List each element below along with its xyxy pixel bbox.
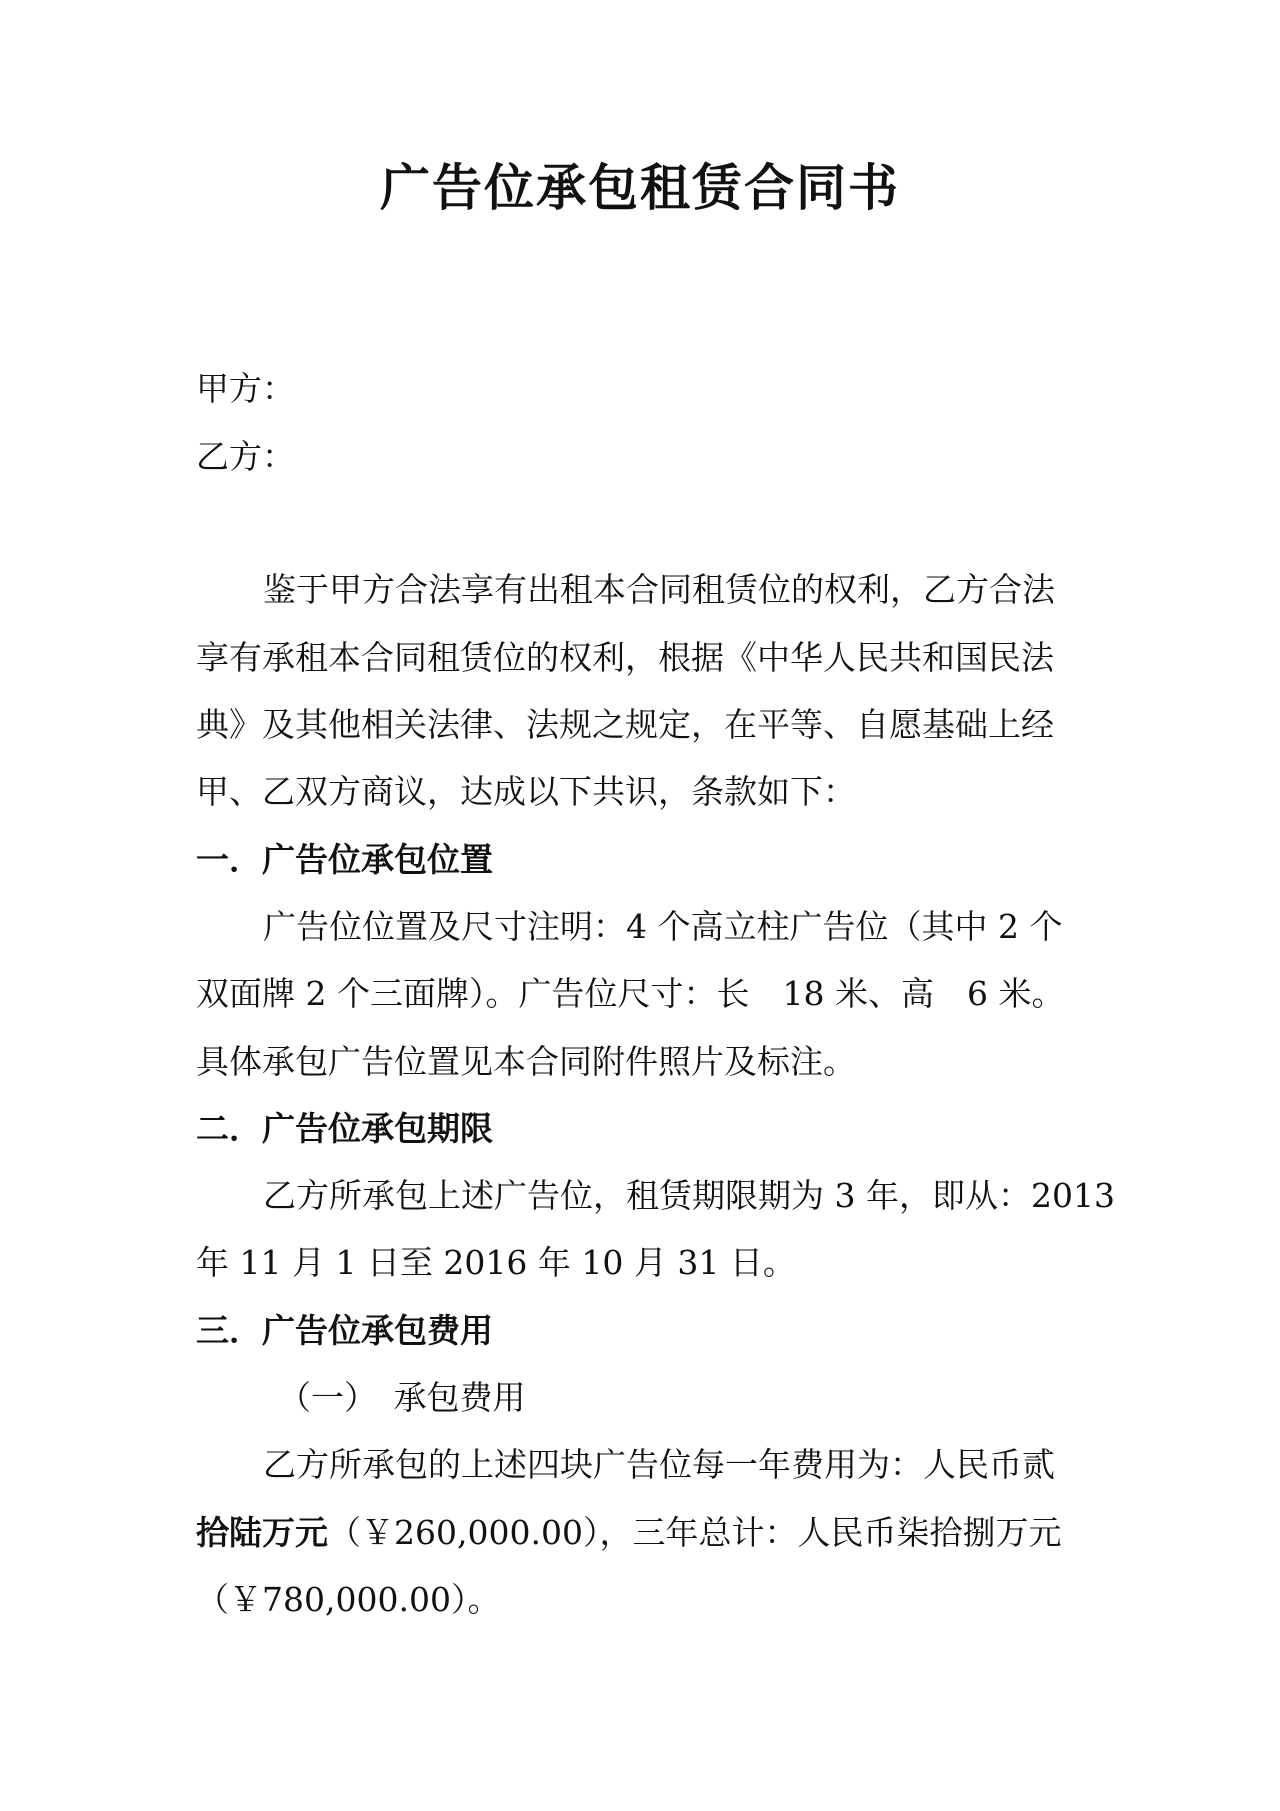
document-title: 广告位承包租赁合同书 [380, 158, 900, 217]
section-3-line-2 [196, 1511, 1096, 1555]
section-3-line-1: 乙方所承包的上述四块广告位每一年费用为：人民币贰 [263, 1445, 1055, 1484]
section-2-line-1: 乙方所承包上述广告位，租赁期限期为 3 年，即从：2013 [263, 1176, 1115, 1215]
section-1-line-2: 双面牌 2 个三面牌）。广告位尺寸：长 18 米、高 6 米。 [196, 974, 1065, 1013]
preamble-line-3: 典》及其他相关法律、法规之规定，在平等、自愿基础上经 [196, 705, 1054, 744]
section-2-heading: 二．广告位承包期限 [196, 1109, 493, 1148]
section-1-heading: 一．广告位承包位置 [196, 840, 493, 879]
preamble-line-4: 甲、乙双方商议，达成以下共识，条款如下： [196, 772, 856, 811]
section-1-line-1: 广告位位置及尺寸注明：4 个高立柱广告位（其中 2 个 [263, 907, 1063, 946]
party-a-label: 甲方： [196, 369, 295, 408]
preamble-line-2: 享有承租本合同租赁位的权利，根据《中华人民共和国民法 [196, 638, 1054, 677]
section-3-line-3: （￥780,000.00）。 [196, 1580, 501, 1619]
amount-detail: （￥260,000.00），三年总计：人民币柒拾捌万元 [328, 1513, 1062, 1552]
section-2-line-2: 年 11 月 1 日至 2016 年 10 月 31 日。 [196, 1243, 796, 1282]
amount-in-words-bold: 拾陆万元 [196, 1513, 328, 1552]
party-b-label: 乙方： [196, 437, 295, 476]
preamble-line-1: 鉴于甲方合法享有出租本合同租赁位的权利，乙方合法 [263, 570, 1055, 609]
section-3-subheading: （一） 承包费用 [278, 1378, 526, 1417]
section-1-line-3: 具体承包广告位置见本合同附件照片及标注。 [196, 1042, 856, 1081]
section-3-heading: 三．广告位承包费用 [196, 1311, 493, 1350]
